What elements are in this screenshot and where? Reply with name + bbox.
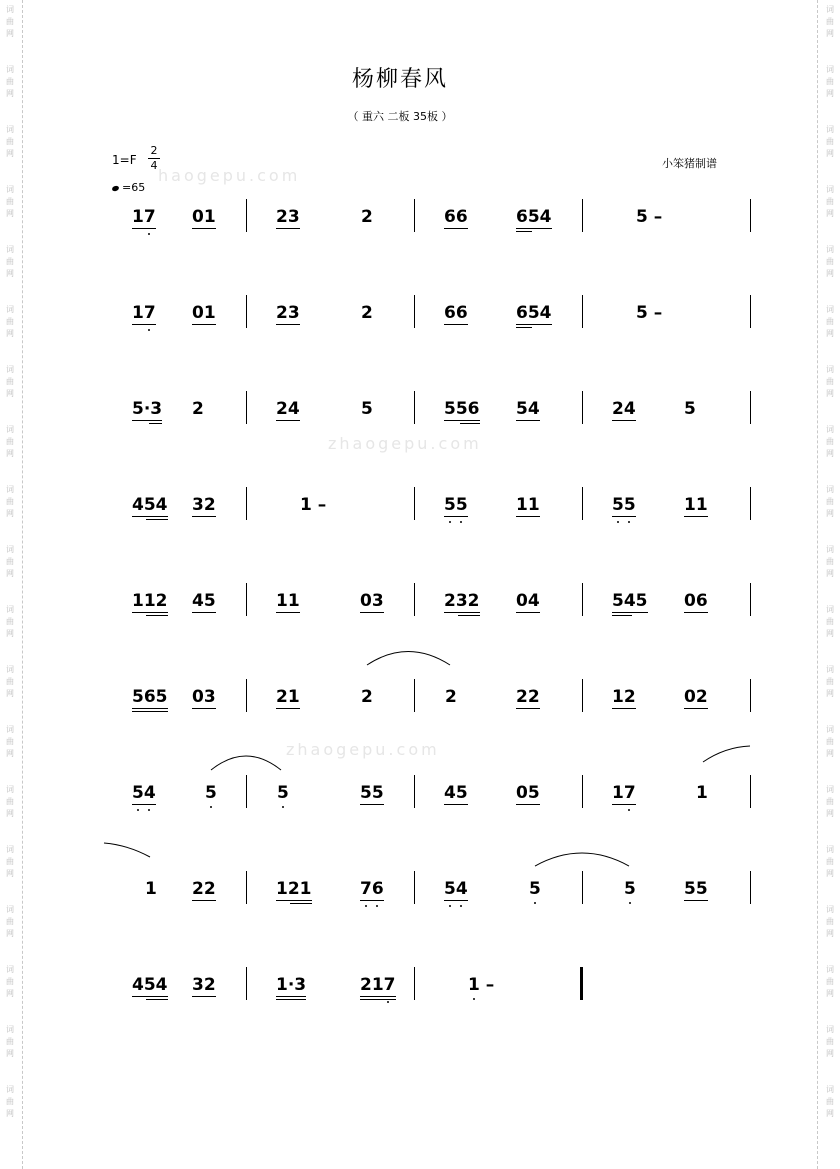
note-text: 2: [361, 207, 373, 227]
side-watermark-char: 词: [6, 65, 14, 74]
side-watermark-char: 网: [6, 449, 14, 458]
note-text: 03: [192, 687, 216, 707]
note-text: 1: [145, 879, 157, 899]
side-watermark-char: 曲: [826, 137, 834, 146]
note-text: 11: [516, 495, 540, 515]
note-text: 5: [361, 399, 373, 419]
side-watermark-char: 词: [826, 845, 834, 854]
note-text: 21: [276, 687, 300, 707]
side-watermark-char: 曲: [826, 317, 834, 326]
note-text: 5·3: [132, 399, 162, 419]
side-watermark-char: 网: [6, 989, 14, 998]
side-watermark-char: 曲: [6, 917, 14, 926]
side-watermark-char: 词: [826, 545, 834, 554]
side-watermark-char: 曲: [826, 257, 834, 266]
tie-arc: [535, 853, 629, 866]
side-watermark-char: 曲: [826, 497, 834, 506]
side-watermark-char: 曲: [6, 797, 14, 806]
note-text: 12: [612, 687, 636, 707]
side-watermark-char: 曲: [826, 617, 834, 626]
side-watermark-char: 网: [826, 869, 834, 878]
side-watermark-char: 网: [826, 89, 834, 98]
side-watermark-char: 曲: [6, 1037, 14, 1046]
side-watermark-char: 网: [826, 509, 834, 518]
side-watermark-char: 词: [6, 785, 14, 794]
note-text: 232: [444, 591, 480, 611]
side-watermark-char: 曲: [6, 197, 14, 206]
side-watermark-char: 网: [826, 329, 834, 338]
side-watermark-char: 词: [6, 5, 14, 14]
note-text: 05: [516, 783, 540, 803]
side-watermark-char: 词: [6, 905, 14, 914]
side-watermark-char: 网: [826, 269, 834, 278]
tempo-value: =65: [122, 181, 146, 194]
note-text: 32: [192, 975, 216, 995]
side-watermark-char: 曲: [826, 77, 834, 86]
score-title: 杨柳春风: [351, 67, 448, 92]
side-watermark-char: 曲: [6, 617, 14, 626]
side-watermark-char: 网: [826, 1109, 834, 1118]
side-watermark-char: 网: [6, 869, 14, 878]
side-watermark-char: 网: [6, 389, 14, 398]
note-text: 17: [132, 303, 156, 323]
side-watermark-char: 词: [826, 725, 834, 734]
side-watermark-char: 曲: [6, 257, 14, 266]
side-watermark-char: 词: [826, 125, 834, 134]
side-watermark-char: 网: [6, 29, 14, 38]
side-watermark-char: 网: [6, 149, 14, 158]
note-text: 454: [132, 975, 168, 995]
side-watermark-char: 词: [6, 185, 14, 194]
note-text: 5: [684, 399, 696, 419]
side-watermark-char: 网: [826, 809, 834, 818]
note-text: 66: [444, 207, 468, 227]
side-watermark-char: 词: [6, 1025, 14, 1034]
side-watermark-char: 网: [826, 449, 834, 458]
side-watermark-char: 网: [826, 209, 834, 218]
side-watermark-char: 网: [6, 629, 14, 638]
note-text: 11: [684, 495, 708, 515]
side-watermark-char: 词: [6, 365, 14, 374]
side-watermark-char: 网: [6, 749, 14, 758]
watermark-text: haogepu.com: [158, 166, 301, 185]
tie-arc: [104, 843, 150, 857]
side-watermark-char: 网: [6, 929, 14, 938]
side-watermark-char: 网: [826, 929, 834, 938]
note-text: 22: [192, 879, 216, 899]
side-watermark-char: 曲: [6, 137, 14, 146]
note-text: 5: [277, 783, 289, 803]
side-watermark-char: 曲: [826, 977, 834, 986]
side-watermark-char: 词: [826, 485, 834, 494]
side-watermark-char: 曲: [6, 737, 14, 746]
side-watermark-char: 曲: [826, 377, 834, 386]
note-text: 01: [192, 207, 216, 227]
note-text: 45: [192, 591, 216, 611]
tie-arc: [703, 746, 750, 762]
side-watermark-char: 网: [826, 1049, 834, 1058]
note-text: 5 –: [636, 207, 663, 227]
note-text: 121: [276, 879, 312, 899]
side-watermark-char: 词: [826, 905, 834, 914]
side-watermark-char: 网: [6, 329, 14, 338]
note-text: 76: [360, 879, 384, 899]
side-watermark-char: 曲: [826, 917, 834, 926]
side-watermark-char: 词: [826, 5, 834, 14]
side-watermark-char: 词: [826, 425, 834, 434]
note-text: 45: [444, 783, 468, 803]
note-text: 23: [276, 207, 300, 227]
side-watermark-char: 曲: [6, 977, 14, 986]
side-watermark-char: 词: [6, 485, 14, 494]
note-text: 1: [696, 783, 708, 803]
note-text: 54: [132, 783, 156, 803]
side-watermark-char: 词: [6, 545, 14, 554]
note-text: 654: [516, 303, 552, 323]
note-text: 54: [444, 879, 468, 899]
side-watermark-char: 网: [826, 29, 834, 38]
note-text: 55: [360, 783, 384, 803]
side-watermark-char: 词: [826, 605, 834, 614]
note-text: 1 –: [300, 495, 327, 515]
note-text: 556: [444, 399, 480, 419]
side-watermark-char: 词: [6, 965, 14, 974]
note-text: 112: [132, 591, 168, 611]
side-watermark-char: 词: [6, 305, 14, 314]
side-watermark-char: 网: [6, 89, 14, 98]
side-watermark-char: 网: [826, 989, 834, 998]
note-text: 02: [684, 687, 708, 707]
score-author: 小笨猪制谱: [662, 157, 717, 170]
side-watermark-char: 词: [6, 845, 14, 854]
tie-arc: [211, 756, 281, 770]
side-watermark-char: 曲: [6, 317, 14, 326]
score-subtitle: （ 重六 二板 35板 ）: [347, 110, 453, 123]
side-watermark-char: 网: [6, 269, 14, 278]
time-signature-numerator: 2: [150, 144, 158, 157]
side-watermark-char: 曲: [6, 677, 14, 686]
side-watermark-char: 网: [6, 209, 14, 218]
side-watermark-char: 曲: [6, 497, 14, 506]
note-text: 454: [132, 495, 168, 515]
side-watermark-char: 曲: [6, 557, 14, 566]
note-text: 11: [276, 591, 300, 611]
side-watermark-char: 网: [826, 629, 834, 638]
side-watermark-char: 网: [6, 689, 14, 698]
note-text: 565: [132, 687, 168, 707]
side-watermark-char: 曲: [6, 77, 14, 86]
note-text: 217: [360, 975, 396, 995]
note-text: 2: [445, 687, 457, 707]
side-watermark-char: 词: [6, 125, 14, 134]
side-watermark-char: 网: [6, 569, 14, 578]
side-watermark-char: 词: [826, 305, 834, 314]
side-watermark-char: 词: [826, 1025, 834, 1034]
side-watermark-char: 曲: [826, 1037, 834, 1046]
side-watermark-char: 词: [826, 245, 834, 254]
side-watermark-char: 曲: [826, 677, 834, 686]
side-watermark-char: 词: [826, 665, 834, 674]
side-watermark-char: 网: [6, 509, 14, 518]
side-watermark-char: 曲: [826, 797, 834, 806]
side-watermark-char: 网: [6, 1049, 14, 1058]
side-watermark-char: 网: [826, 689, 834, 698]
side-watermark-char: 网: [6, 809, 14, 818]
side-watermark-char: 词: [826, 785, 834, 794]
note-text: 17: [132, 207, 156, 227]
note-text: 24: [276, 399, 300, 419]
note-text: 1·3: [276, 975, 306, 995]
side-watermark-char: 曲: [6, 437, 14, 446]
note-text: 17: [612, 783, 636, 803]
time-signature-denominator: 4: [150, 159, 158, 172]
side-watermark-char: 词: [826, 365, 834, 374]
side-watermark-char: 网: [826, 749, 834, 758]
side-watermark-char: 词: [6, 425, 14, 434]
side-watermark-char: 网: [826, 569, 834, 578]
note-text: 5: [529, 879, 541, 899]
side-watermark-char: 词: [826, 1085, 834, 1094]
note-text: 23: [276, 303, 300, 323]
side-watermark-char: 曲: [6, 377, 14, 386]
note-text: 32: [192, 495, 216, 515]
side-watermark-char: 词: [826, 65, 834, 74]
side-watermark-char: 曲: [826, 737, 834, 746]
note-text: 22: [516, 687, 540, 707]
side-watermark-char: 曲: [826, 1097, 834, 1106]
note-text: 01: [192, 303, 216, 323]
note-text: 5 –: [636, 303, 663, 323]
note-text: 2: [192, 399, 204, 419]
note-text: 66: [444, 303, 468, 323]
note-text: 1 –: [468, 975, 495, 995]
side-watermark-char: 曲: [826, 857, 834, 866]
note-text: 24: [612, 399, 636, 419]
side-watermark-char: 曲: [826, 197, 834, 206]
tie-arc: [367, 652, 450, 666]
side-watermark-char: 词: [6, 725, 14, 734]
side-watermark-char: 网: [826, 149, 834, 158]
note-text: 54: [516, 399, 540, 419]
side-watermark-char: 词: [826, 965, 834, 974]
note-text: 03: [360, 591, 384, 611]
side-watermark-char: 曲: [6, 1097, 14, 1106]
note-text: 04: [516, 591, 540, 611]
side-watermark-char: 网: [826, 389, 834, 398]
side-watermark-char: 曲: [826, 437, 834, 446]
watermark-text: zhaogepu.com: [286, 740, 440, 759]
side-watermark-char: 曲: [6, 17, 14, 26]
side-watermark-char: 曲: [6, 857, 14, 866]
note-text: 545: [612, 591, 648, 611]
note-text: 06: [684, 591, 708, 611]
side-watermark-char: 曲: [826, 557, 834, 566]
side-watermark-char: 词: [6, 665, 14, 674]
side-watermark-char: 词: [826, 185, 834, 194]
side-watermark-char: 词: [6, 245, 14, 254]
key-signature: 1=F: [112, 153, 137, 167]
note-text: 55: [684, 879, 708, 899]
note-text: 2: [361, 687, 373, 707]
note-text: 5: [624, 879, 636, 899]
side-watermark-char: 网: [6, 1109, 14, 1118]
note-text: 5: [205, 783, 217, 803]
note-text: 654: [516, 207, 552, 227]
side-watermark-char: 曲: [826, 17, 834, 26]
note-text: 2: [361, 303, 373, 323]
side-watermark-char: 词: [6, 605, 14, 614]
note-text: 55: [612, 495, 636, 515]
note-text: 55: [444, 495, 468, 515]
side-watermark-char: 词: [6, 1085, 14, 1094]
watermark-text: zhaogepu.com: [328, 434, 482, 453]
